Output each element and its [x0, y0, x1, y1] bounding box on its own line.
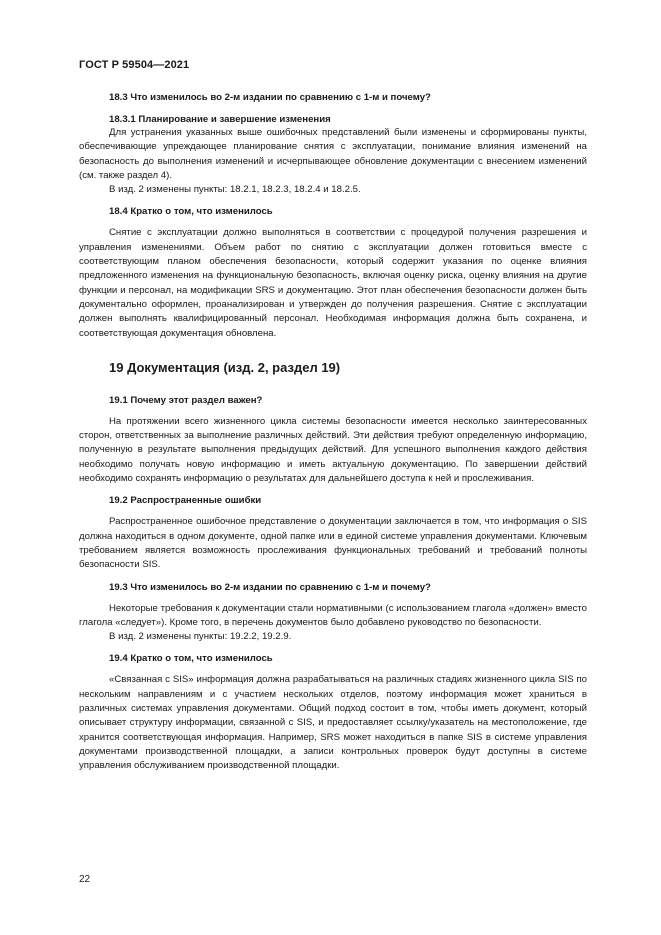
section-19-4-heading: 19.4 Кратко о том, что изменилось — [109, 653, 273, 665]
page-content — [79, 91, 587, 774]
section-19-3-heading: 19.3 Что изменилось во 2-м издании по сравнению с 1-м и почему? — [109, 581, 431, 593]
section-19-1-paragraph: На протяжении всего жизненного цикла системы безопасности имеется несколько заинтересованных сторон, ответственных за выполнение различных действий. Эти действия требуют определенную информацию, полученную в результате выполнения предыдущих действий. Для успешного выполнения каждого действия необходимо получать новую информацию и иметь актуальную документацию. По завершении действий необходимо сохранять информацию о результатах для дальнейшего доступа к ней и прослеживания. — [79, 415, 587, 485]
section-19-3-paragraph: Некоторые требования к документации стали нормативными (с использованием глагола «должен» вместо глагола «следует»). Кроме того, в перечень документов было добавлено руководство по безопасности. — [79, 602, 587, 628]
section-18-4-heading: 18.4 Кратко о том, что изменилось — [109, 206, 273, 218]
section-18-4-paragraph: Снятие с эксплуатации должно выполняться в соответствии с процедурой получения разрешения и управления изменениями. Объем работ по снятию с эксплуатации должен готовиться вместе с соответствующим планом обеспечения безопасности, который содержит указания по оценке влияния предложенного изменения на функциональную безопасность, включая оценку риска, оценку влияния на другие функции и персонал, на модификации SRS и документацию. Этот план обеспечения безопасности должен быть документально оформлен, проанализирован и утвержден до получения разрешения. Снятие с эксплуатации должен выполнять квалифицированный персонал. Необходимая информация должна быть сохранена, и соответствующая документация обновлена. — [79, 227, 587, 339]
section-19-4-paragraph: «Связанная с SIS» информация должна разрабатываться на различных стадиях жизненного цикла SIS по нескольким направлениям и с участием нескольких отделов, поэтому информация может храниться в различных системах управления документами. Общий подход состоит в том, чтобы иметь документ, который описывает структуру информации, связанной с SIS, и предоставляет ссылку/указатель на местоположение, где хранится соответствующая информация. Например, SRS может находиться в папке SIS в системе управления документами производственной площадки, а записи контрольных проверок будут доступны в системе управления обслуживанием производственной площадки. — [79, 674, 587, 772]
section-19-2-heading: 19.2 Распространенные ошибки — [109, 495, 262, 507]
section-18-3-1-paragraph: Для устранения указанных выше ошибочных представлений были изменены и сформированы пункты, обеспечивающие упреждающее планирование снятия с эксплуатации, понимание влияния изменений на безопасность до выполнения изменений и исчерпывающее обновление документации с внесением изменений (см. также раздел 4). — [79, 127, 587, 181]
section-18-3-1-heading: 18.3.1 Планирование и завершение изменения — [109, 114, 331, 125]
section-19-3-changed-clauses: В изд. 2 изменены пункты: 19.2.2, 19.2.9. — [109, 631, 292, 643]
section-19-heading: 19 Документация (изд. 2, раздел 19) — [109, 359, 341, 375]
document-code-header: ГОСТ Р 59504—2021 — [79, 59, 190, 71]
page-number: 22 — [79, 874, 91, 885]
section-18-3-1-changed-clauses: В изд. 2 изменены пункты: 18.2.1, 18.2.3, 18.2.4 и 18.2.5. — [109, 184, 361, 196]
section-19-2-paragraph: Распространенное ошибочное представление о документации заключается в том, что информация о SIS должна находиться в одном документе, одной папке или в единой системе управления документами. Ключевым требованием является возможность прослеживания функциональных требований и требований полноты безопасности SIS. — [79, 516, 587, 571]
section-19-1-heading: 19.1 Почему этот раздел важен? — [109, 394, 263, 406]
section-18-3-heading: 18.3 Что изменилось во 2-м издании по сравнению с 1-м и почему? — [109, 92, 431, 103]
